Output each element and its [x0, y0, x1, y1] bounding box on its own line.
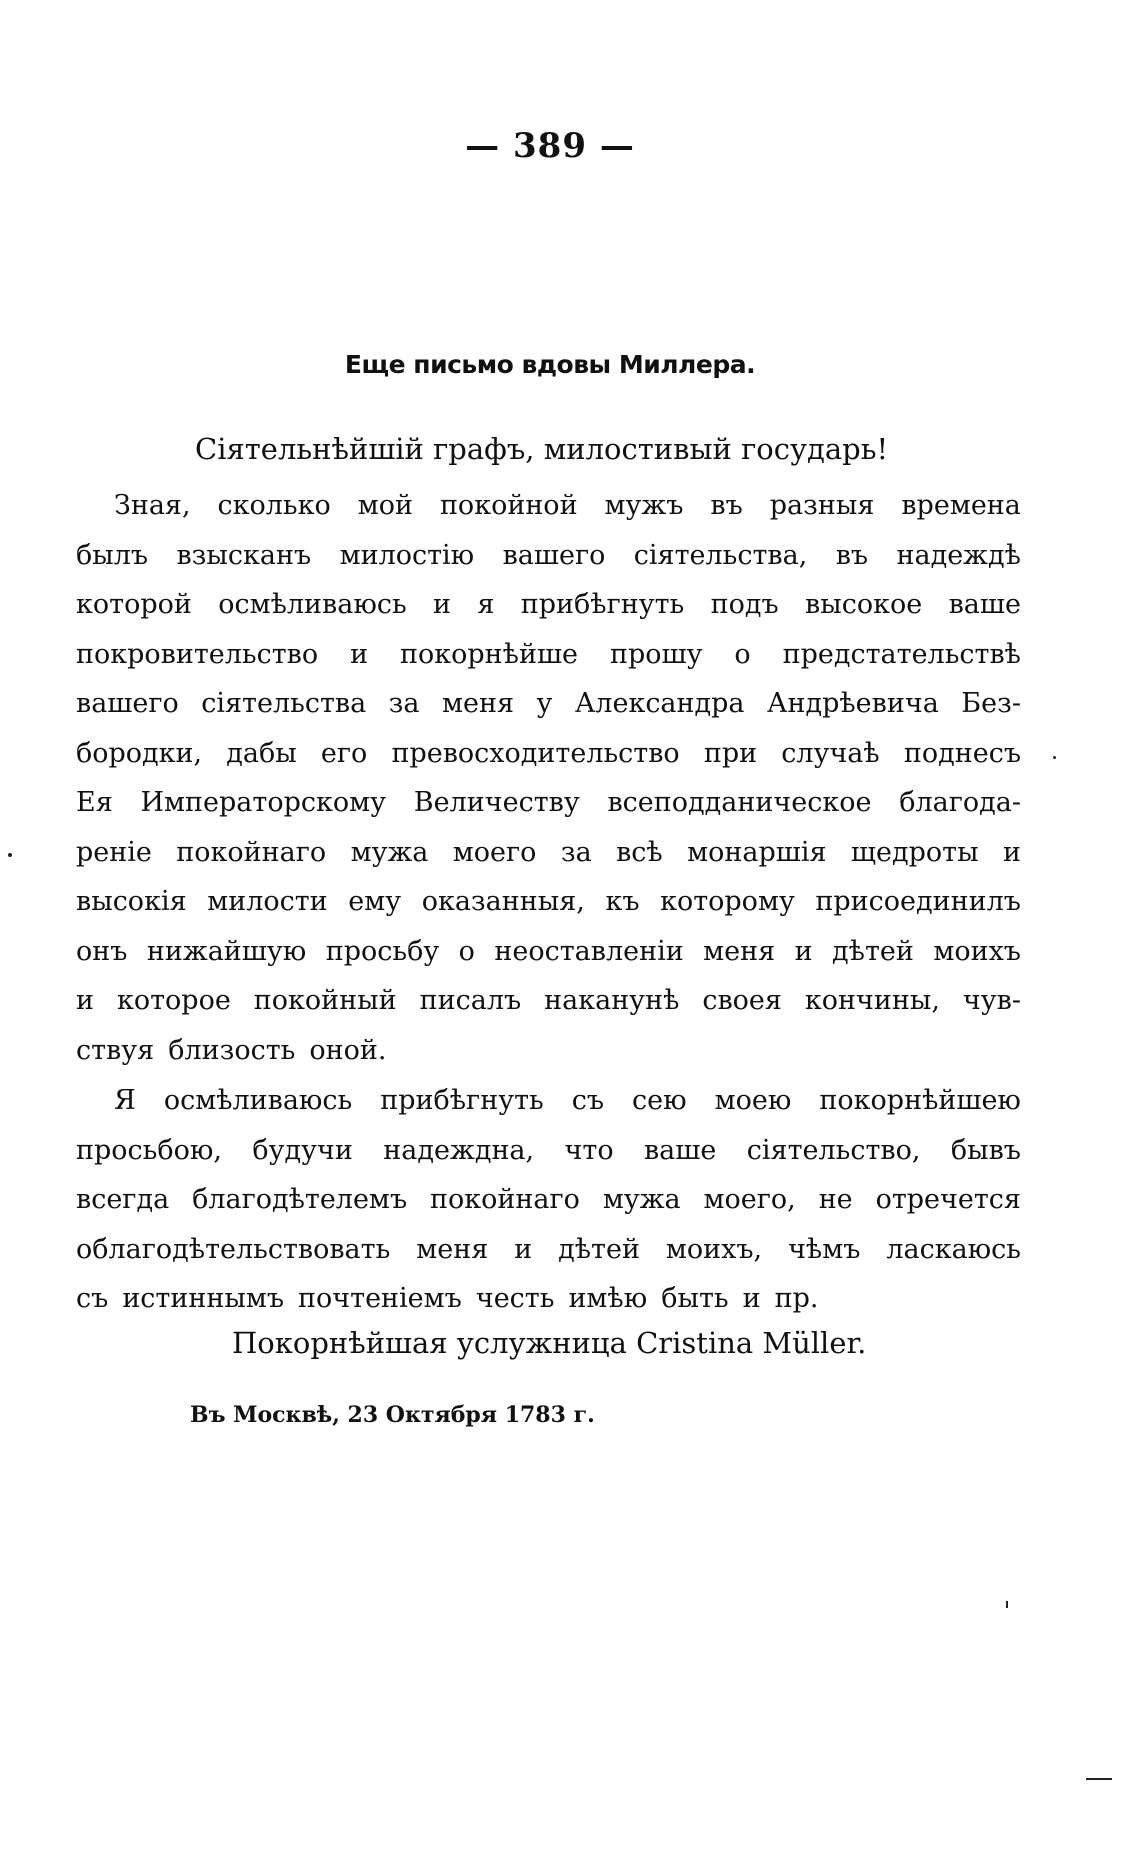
paragraph-line: былъ взысканъ милостію вашего сіятельства, въ надеждѣ	[76, 539, 1021, 571]
paragraph-line: просьбою, будучи надеждна, что ваше сіятельство, бывъ	[76, 1134, 1021, 1166]
paragraph-line: реніе покойнаго мужа моего за всѣ монаршія щедроты и	[76, 836, 1021, 868]
paragraph-line: Я осмѣливаюсь прибѣгнуть съ сею моею покорнѣйшею	[114, 1085, 1021, 1116]
scan-speck	[1006, 1601, 1008, 1608]
paragraph-line: Ея Императорскому Величеству всеподданическое благода-	[76, 787, 1021, 818]
letter-dateline: Въ Москвѣ, 23 Октября 1783 г.	[190, 1402, 595, 1428]
scan-speck	[8, 853, 12, 857]
paragraph-line: съ истиннымъ почтеніемъ честь имѣю быть и пр.	[76, 1283, 819, 1314]
letter-paragraph-2	[76, 1076, 1021, 1324]
paragraph-line: которой осмѣливаюсь и я прибѣгнуть подъ высокое ваше	[76, 589, 1021, 620]
paragraph-line: Зная, сколько мой покойной мужъ въ разныя времена	[114, 490, 1021, 521]
paragraph-line: и которое покойный писалъ наканунѣ своея кончины, чув-	[76, 985, 1021, 1016]
paragraph-line: вашего сіятельства за меня у Александра Андрѣевича Без-	[76, 688, 1021, 719]
paragraph-line: бородки, дабы его превосходительство при случаѣ поднесъ	[76, 737, 1021, 769]
letter-salutation: Сіятельнѣйшій графъ, милостивый государь!	[195, 432, 889, 466]
paragraph-line: онъ нижайшую просьбу о неоставленіи меня и дѣтей моихъ	[76, 935, 1021, 967]
paragraph-line: облагодѣтельствовать меня и дѣтей моихъ, чѣмъ ласкаюсь	[76, 1233, 1021, 1265]
page-number: — 389 —	[465, 126, 635, 166]
paragraph-line: ствуя близость оной.	[76, 1034, 387, 1066]
letter-paragraph-1	[76, 481, 1021, 1075]
scan-speck	[1086, 1778, 1112, 1780]
paragraph-line: всегда благодѣтелемъ покойнаго мужа моего, не отречется	[76, 1184, 1021, 1215]
letter-signature: Покорнѣйшая услужница Cristina Müller.	[232, 1326, 867, 1360]
paragraph-line: высокія милости ему оказанныя, къ которому присоединилъ	[76, 886, 1021, 917]
paragraph-line: покровительство и покорнѣйше прошу о предстательствѣ	[76, 638, 1021, 670]
scan-speck	[1053, 756, 1056, 759]
letter-heading: Еще письмо вдовы Миллера.	[344, 350, 756, 379]
